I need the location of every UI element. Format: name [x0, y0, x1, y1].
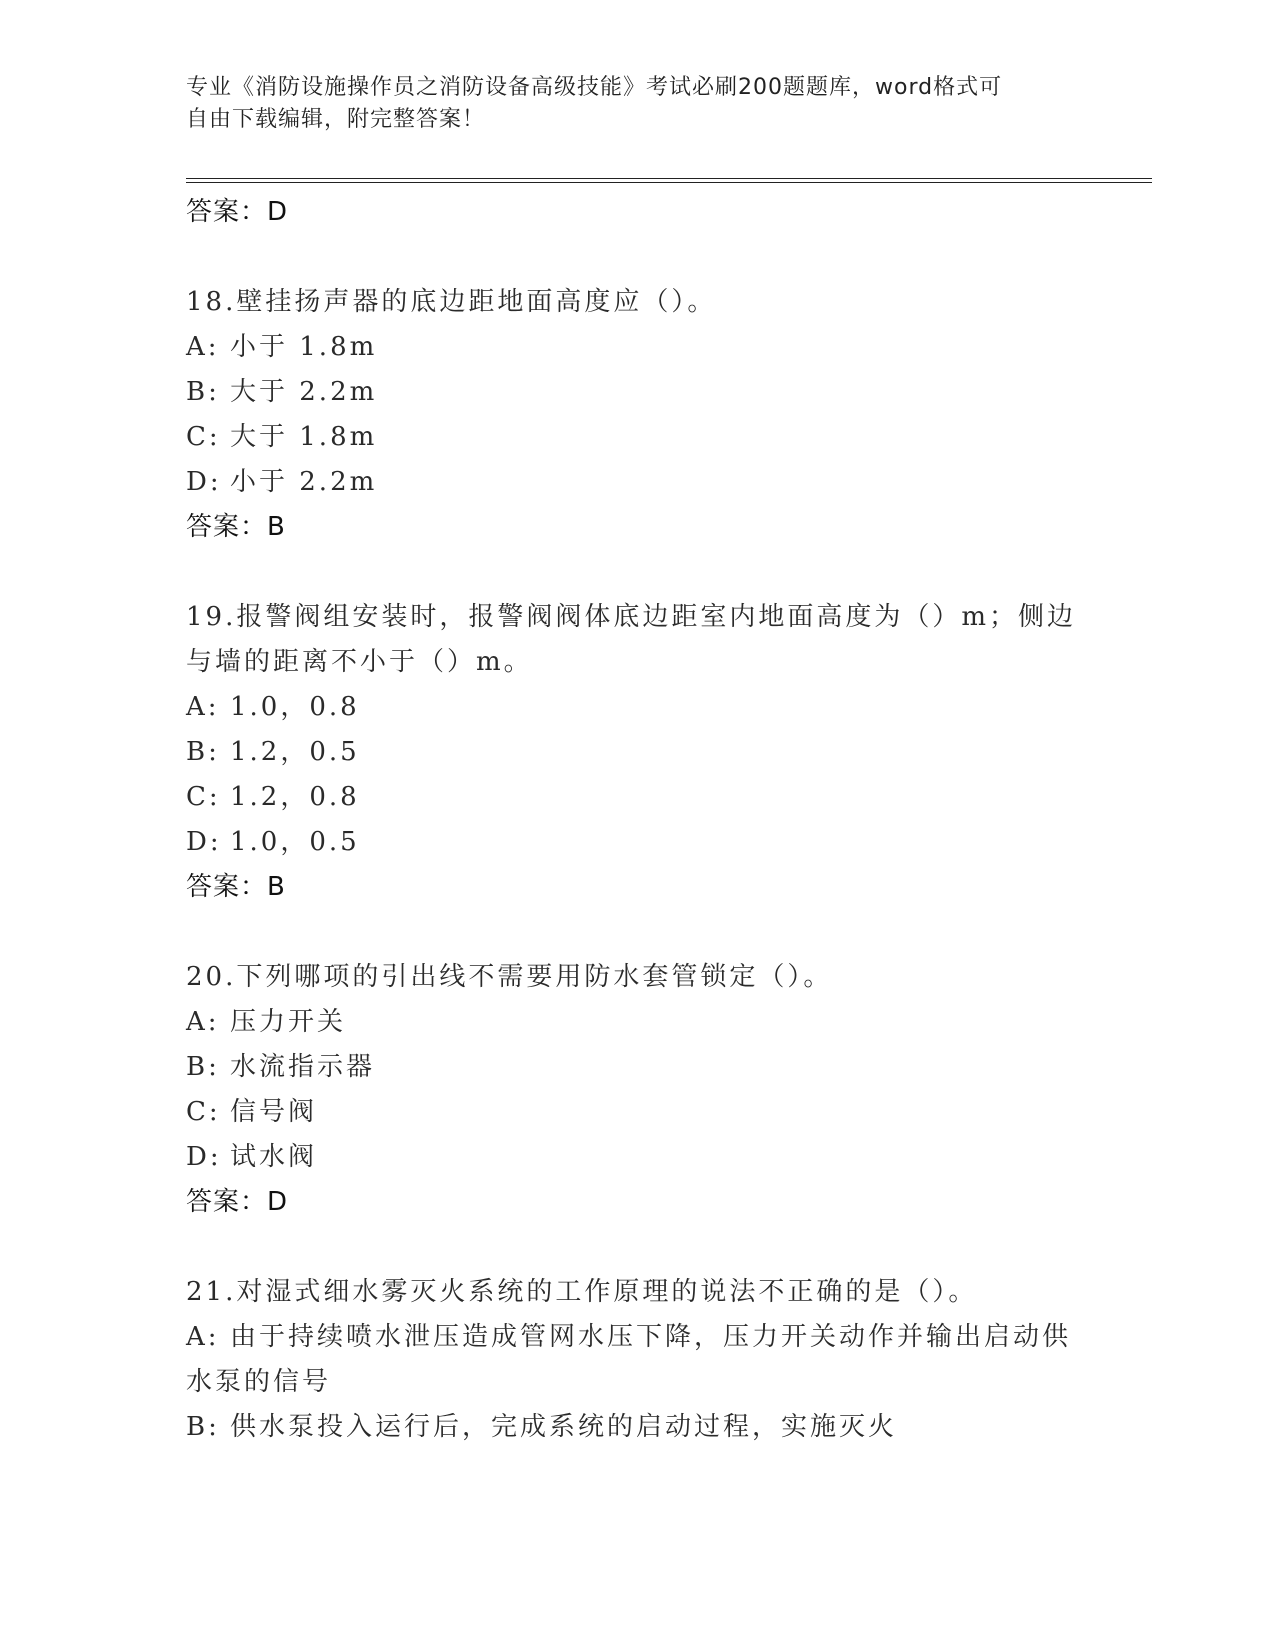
- option-letter: C:: [186, 782, 221, 812]
- option-letter: A:: [186, 1322, 220, 1352]
- question-text: 21.对湿式细水雾灭火系统的工作原理的说法不正确的是（）。: [186, 1277, 978, 1307]
- option-b: [186, 730, 1086, 775]
- option-a-continued: 水泵的信号: [186, 1367, 332, 1397]
- question-text: 20.下列哪项的引出线不需要用防水套管锁定（）。: [186, 962, 833, 992]
- header-line-1: 专业《消防设施操作员之消防设备高级技能》考试必刷200题题库，word格式可: [186, 75, 1003, 100]
- question-19: [186, 595, 1086, 910]
- option-letter: D:: [186, 1142, 222, 1172]
- question-21: [186, 1270, 1086, 1450]
- option-text: 1.0，0.8: [230, 692, 360, 722]
- option-text: 1.0，0.5: [230, 827, 360, 857]
- option-text: 小于 1.8m: [230, 332, 378, 362]
- option-c: [186, 415, 1086, 460]
- option-letter: C:: [186, 1097, 221, 1127]
- option-c: [186, 1090, 1086, 1135]
- page-header: [186, 72, 1066, 136]
- option-text: 供水泵投入运行后，完成系统的启动过程，实施灭火: [230, 1412, 898, 1442]
- question-text-line-1: 19.报警阀组安装时，报警阀阀体底边距室内地面高度为（）m；侧边: [186, 602, 1077, 632]
- option-letter: A:: [186, 1007, 220, 1037]
- option-text: 压力开关: [230, 1007, 347, 1037]
- option-text: 信号阀: [230, 1097, 318, 1127]
- option-a: [186, 1000, 1086, 1045]
- option-text: 1.2，0.5: [230, 737, 360, 767]
- document-body: [186, 190, 1086, 1450]
- option-c: [186, 775, 1086, 820]
- answer-17: 答案：D: [186, 197, 289, 227]
- option-letter: B:: [186, 377, 220, 407]
- option-letter: A:: [186, 332, 220, 362]
- answer-18: 答案：B: [186, 512, 286, 542]
- option-d: [186, 820, 1086, 865]
- option-b: [186, 1405, 1086, 1450]
- option-text: 小于 2.2m: [230, 467, 378, 497]
- header-line-2: 自由下载编辑，附完整答案！: [186, 107, 486, 132]
- option-letter: B:: [186, 1052, 220, 1082]
- answer-20: 答案：D: [186, 1187, 289, 1217]
- question-20: [186, 955, 1086, 1225]
- option-letter: C:: [186, 422, 221, 452]
- option-d: [186, 1135, 1086, 1180]
- option-text: 1.2，0.8: [230, 782, 360, 812]
- answer-19: 答案：B: [186, 872, 286, 902]
- option-text: 水流指示器: [230, 1052, 376, 1082]
- option-letter: D:: [186, 827, 222, 857]
- question-text: 18.壁挂扬声器的底边距地面高度应（）。: [186, 287, 717, 317]
- option-a: [186, 1315, 1086, 1360]
- option-b: [186, 370, 1086, 415]
- option-text: 大于 2.2m: [230, 377, 378, 407]
- option-letter: D:: [186, 467, 222, 497]
- option-letter: B:: [186, 1412, 220, 1442]
- question-text-line-2: 与墙的距离不小于（）m。: [186, 647, 533, 677]
- header-rule-bottom: [186, 182, 1152, 183]
- option-letter: B:: [186, 737, 220, 767]
- option-a: [186, 685, 1086, 730]
- header-rule-top: [186, 178, 1152, 179]
- option-b: [186, 1045, 1086, 1090]
- question-18: [186, 280, 1086, 550]
- option-a: [186, 325, 1086, 370]
- option-d: [186, 460, 1086, 505]
- option-text: 试水阀: [230, 1142, 318, 1172]
- option-letter: A:: [186, 692, 220, 722]
- option-text: 大于 1.8m: [230, 422, 378, 452]
- option-text-line-1: 由于持续喷水泄压造成管网水压下降，压力开关动作并输出启动供: [230, 1322, 1072, 1352]
